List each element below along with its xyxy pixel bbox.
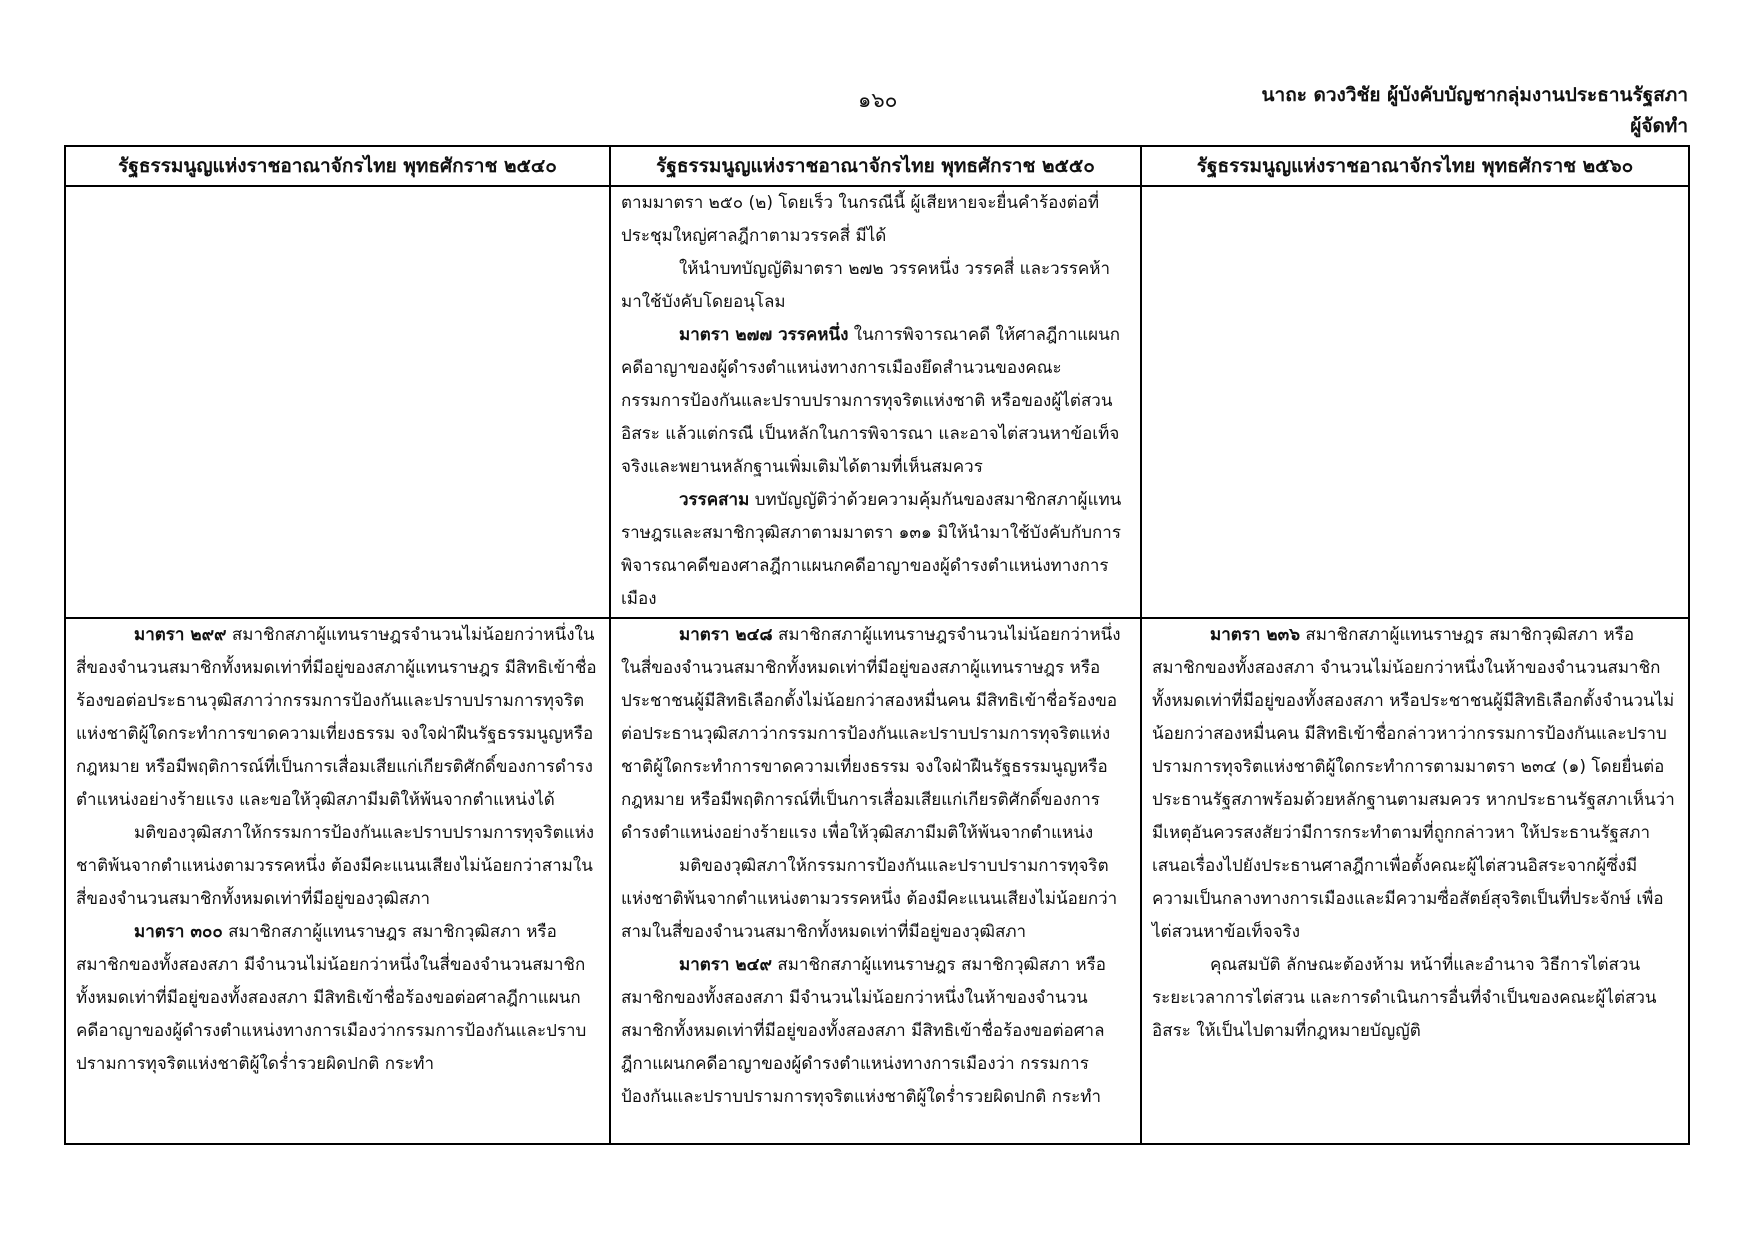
paragraph [1152, 949, 1678, 1048]
table-header-row [65, 146, 1689, 186]
paragraph-text: ให้นำบทบัญญัติมาตรา ๒๗๒ วรรคหนึ่ง วรรคสี่ และวรรคห้า มาใช้บังคับโดยอนุโลม [621, 259, 1111, 312]
section-label: มาตรา ๒๔๙ [679, 955, 772, 975]
paragraph-text: สมาชิกสภาผู้แทนราษฎรจำนวนไม่น้อยกว่าหนึ่งในสี่ของจำนวนสมาชิกทั้งหมดเท่าที่มีอยู่ของสภาผู้แทนราษฎร หรือประชาชนผู้มีสิทธิเลือกตั้งไม่น้อยกว่าสองหมื่นคน มีสิทธิเข้าชื่อร้องขอต่อประธานวุฒิสภาว่ากรรมการป้องกันและปราบปรามการทุจริตแห่งชาติผู้ใดกระทำการขาดความเที่ยงธรรม จงใจฝ่าฝืนรัฐธรรมนูญหรือกฎหมาย หรือมีพฤติการณ์ที่เป็นการเสื่อมเสียแก่เกียรติศักดิ์ของการดำรงตำแหน่งอย่างร้ายแรง เพื่อให้วุฒิสภามีมติให้พ้นจากตำแหน่ง [621, 625, 1121, 843]
cell-2550-row1 [610, 186, 1141, 618]
paragraph-text: บทบัญญัติว่าด้วยความคุ้มกันของสมาชิกสภาผู้แทนราษฎรและสมาชิกวุฒิสภาตามมาตรา ๑๓๑ มิให้นำมาใช้บังคับกับการพิจารณาคดีของศาลฎีกาแผนกคดีอาญาของผู้ดำรงตำแหน่งทางการเมือง [621, 490, 1122, 609]
section-label: มาตรา ๒๙๙ [134, 625, 227, 645]
paragraph-text: มติของวุฒิสภาให้กรรมการป้องกันและปราบปรามการทุจริตแห่งชาติพ้นจากตำแหน่งตามวรรคหนึ่ง ต้องมีคะแนนเสียงไม่น้อยกว่าสามในสี่ของจำนวนสมาชิกทั้งหมดเท่าที่มีอยู่ของวุฒิสภา [621, 856, 1118, 942]
column-header-2540: รัฐธรรมนูญแห่งราชอาณาจักรไทย พุทธศักราช ๒๕๔๐ [65, 146, 610, 186]
paragraph [621, 949, 1130, 1114]
author-line-2: ผู้จัดทำ [1630, 115, 1688, 137]
comparison-table [64, 145, 1690, 1145]
paragraph [76, 619, 599, 817]
section-label: มาตรา ๓๐๐ [134, 922, 223, 942]
paragraph [621, 619, 1130, 850]
paragraph [1152, 619, 1678, 949]
paragraph-text: สมาชิกสภาผู้แทนราษฎรจำนวนไม่น้อยกว่าหนึ่งในสี่ของจำนวนสมาชิกทั้งหมดเท่าที่มีอยู่ของสภาผู้แทนราษฎร มีสิทธิเข้าชื่อร้องขอต่อประธานวุฒิสภาว่ากรรมการป้องกันและปราบปรามการทุจริตแห่งชาติผู้ใดกระทำการขาดความเที่ยงธรรม จงใจฝ่าฝืนรัฐธรรมนูญหรือกฎหมาย หรือมีพฤติการณ์ที่เป็นการเสื่อมเสียแก่เกียรติศักดิ์ของการดำรงตำแหน่งอย่างร้ายแรง และขอให้วุฒิสภามีมติให้พ้นจากตำแหน่งได้ [76, 625, 597, 810]
author-line-1: นาถะ ดวงวิชัย ผู้บังคับบัญชากลุ่มงานประธานรัฐสภา [1261, 84, 1688, 106]
column-header-2550: รัฐธรรมนูญแห่งราชอาณาจักรไทย พุทธศักราช ๒๕๕๐ [610, 146, 1141, 186]
author-block [1262, 80, 1688, 142]
paragraph-text: มติของวุฒิสภาให้กรรมการป้องกันและปราบปรามการทุจริตแห่งชาติพ้นจากตำแหน่งตามวรรคหนึ่ง ต้องมีคะแนนเสียงไม่น้อยกว่าสามในสี่ของจำนวนสมาชิกทั้งหมดเท่าที่มีอยู่ของวุฒิสภา [76, 823, 595, 909]
paragraph-text: สมาชิกสภาผู้แทนราษฎร สมาชิกวุฒิสภา หรือสมาชิกของทั้งสองสภา มีจำนวนไม่น้อยกว่าหนึ่งในสี่ของจำนวนสมาชิกทั้งหมดเท่าที่มีอยู่ของทั้งสองสภา มีสิทธิเข้าชื่อร้องขอต่อศาลฎีกาแผนกคดีอาญาของผู้ดำรงตำแหน่งทางการเมืองว่ากรรมการป้องกันและปราบปรามการทุจริตแห่งชาติผู้ใดร่ำรวยผิดปกติ กระทำ [76, 922, 587, 1074]
cell-2560-row2 [1141, 618, 1689, 1144]
paragraph-text: สมาชิกสภาผู้แทนราษฎร สมาชิกวุฒิสภา หรือสมาชิกของทั้งสองสภา มีจำนวนไม่น้อยกว่าหนึ่งในห้าของจำนวนสมาชิกทั้งหมดเท่าที่มีอยู่ของทั้งสองสภา มีสิทธิเข้าชื่อร้องขอต่อศาลฎีกาแผนกคดีอาญาของผู้ดำรงตำแหน่งทางการเมืองว่า กรรมการป้องกันและปราบปรามการทุจริตแห่งชาติผู้ใดร่ำรวยผิดปกติ กระทำ [621, 955, 1106, 1107]
section-label: วรรคสาม [679, 490, 750, 510]
section-label: มาตรา ๒๔๘ [679, 625, 773, 645]
paragraph-text: ในการพิจารณาคดี ให้ศาลฎีกาแผนกคดีอาญาของผู้ดำรงตำแหน่งทางการเมืองยึดสำนวนของคณะกรรมการป้องกันและปราบปรามการทุจริตแห่งชาติ หรือของผู้ไต่สวนอิสระ แล้วแต่กรณี เป็นหลักในการพิจารณา และอาจไต่สวนหาข้อเท็จจริงและพยานหลักฐานเพิ่มเติมได้ตามที่เห็นสมควร [621, 325, 1121, 477]
paragraph [621, 319, 1130, 484]
paragraph [76, 916, 599, 1081]
paragraph-text: ตามมาตรา ๒๕๐ (๒) โดยเร็ว ในกรณีนี้ ผู้เสียหายจะยื่นคำร้องต่อที่ประชุมใหญ่ศาลฎีกาตามวรรคสี่ มีได้ [621, 193, 1100, 246]
cell-2540-row1 [65, 186, 610, 618]
page-number: ๑๖๐ [858, 88, 898, 112]
paragraph [621, 253, 1130, 319]
paragraph [621, 850, 1130, 949]
section-label: มาตรา ๒๗๗ วรรคหนึ่ง [679, 325, 849, 345]
cell-2540-row2 [65, 618, 610, 1144]
paragraph [76, 817, 599, 916]
cell-2550-row2 [610, 618, 1141, 1144]
column-header-2560: รัฐธรรมนูญแห่งราชอาณาจักรไทย พุทธศักราช ๒๕๖๐ [1141, 146, 1689, 186]
cell-2560-row1 [1141, 186, 1689, 618]
section-label: มาตรา ๒๓๖ [1210, 625, 1301, 645]
table-row [65, 618, 1689, 1144]
paragraph-text: คุณสมบัติ ลักษณะต้องห้าม หน้าที่และอำนาจ วิธีการไต่สวน ระยะเวลาการไต่สวน และการดำเนินการอื่นที่จำเป็นของคณะผู้ไต่สวนอิสระ ให้เป็นไปตามที่กฎหมายบัญญัติ [1152, 955, 1657, 1041]
paragraph [621, 484, 1130, 616]
table-row [65, 186, 1689, 618]
paragraph-text: สมาชิกสภาผู้แทนราษฎร สมาชิกวุฒิสภา หรือสมาชิกของทั้งสองสภา จำนวนไม่น้อยกว่าหนึ่งในห้าของจำนวนสมาชิกทั้งหมดเท่าที่มีอยู่ของทั้งสองสภา หรือประชาชนผู้มีสิทธิเลือกตั้งจำนวนไม่น้อยกว่าสองหมื่นคน มีสิทธิเข้าชื่อกล่าวหาว่ากรรมการป้องกันและปราบปรามการทุจริตแห่งชาติผู้ใดกระทำการตามมาตรา ๒๓๔ (๑) โดยยื่นต่อประธานรัฐสภาพร้อมด้วยหลักฐานตามสมควร หากประธานรัฐสภาเห็นว่ามีเหตุอันควรสงสัยว่ามีการกระทำตามที่ถูกกล่าวหา ให้ประธานรัฐสภาเสนอเรื่องไปยังประธานศาลฎีกาเพื่อตั้งคณะผู้ไต่สวนอิสระจากผู้ซึ่งมีความเป็นกลางทางการเมืองและมีความซื่อสัตย์สุจริตเป็นที่ประจักษ์ เพื่อไต่สวนหาข้อเท็จจริง [1152, 625, 1675, 942]
paragraph [621, 187, 1130, 253]
